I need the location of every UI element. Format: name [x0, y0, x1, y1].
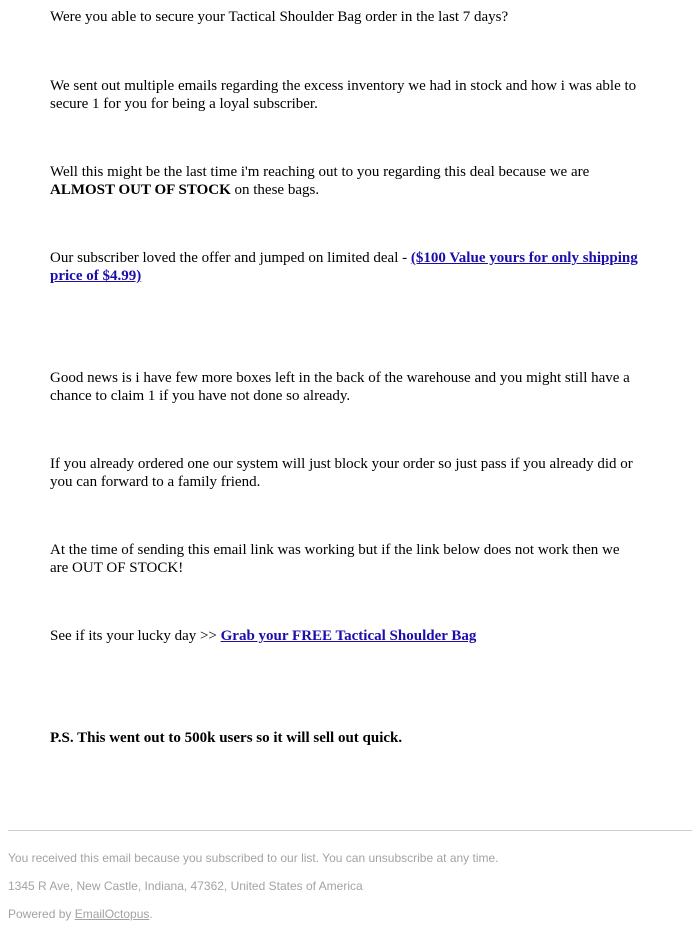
- paragraph-offer-text: Our subscriber loved the offer and jumped on limited deal -: [50, 250, 411, 266]
- paragraph-last-time-text: Well this might be the last time i'm reaching out to you regarding this deal because we are: [50, 164, 590, 180]
- paragraph-offer: [50, 249, 640, 285]
- footer-powered-by-text: Powered by: [8, 907, 75, 921]
- paragraph-last-time-suffix: on these bags.: [230, 182, 320, 198]
- footer-powered-by-suffix: .: [149, 907, 153, 921]
- paragraph-lucky-day-text: See if its your lucky day >>: [50, 628, 221, 644]
- emailoctopus-link[interactable]: EmailOctopus: [74, 907, 150, 921]
- paragraph-last-time: [50, 163, 640, 199]
- footer-powered-by: [8, 907, 692, 922]
- paragraph-good-news: Good news is i have few more boxes left in the back of the warehouse and you might still have a chance to claim 1 if you have not done so already.: [50, 370, 630, 404]
- paragraph-lucky-day: [50, 627, 640, 645]
- grab-bag-link[interactable]: Grab your FREE Tactical Shoulder Bag: [220, 628, 477, 644]
- paragraph-ps: P.S. This went out to 500k users so it will sell out quick.: [50, 730, 403, 746]
- out-of-stock-emphasis: ALMOST OUT OF STOCK: [50, 182, 231, 198]
- paragraph-order-question: Were you able to secure your Tactical Shoulder Bag order in the last 7 days?: [50, 9, 509, 25]
- footer-subscribed-notice: You received this email because you subscribed to our list. You can unsubscribe at any time.: [8, 851, 499, 865]
- footer-address: 1345 R Ave, New Castle, Indiana, 47362, United States of America: [8, 879, 363, 893]
- offer-price-link[interactable]: ($100 Value yours for only shipping price of $4.99): [50, 250, 638, 284]
- paragraph-emails-sent: We sent out multiple emails regarding the excess inventory we had in stock and how i was able to secure 1 for you for being a loyal subscriber.: [50, 78, 637, 112]
- paragraph-already-ordered: If you already ordered one our system will just block your order so just pass if you already did or you can forward to a family friend.: [50, 456, 633, 490]
- footer-divider: [8, 830, 692, 831]
- paragraph-link-warning: At the time of sending this email link was working but if the link below does not work then we are OUT OF STOCK!: [50, 542, 620, 576]
